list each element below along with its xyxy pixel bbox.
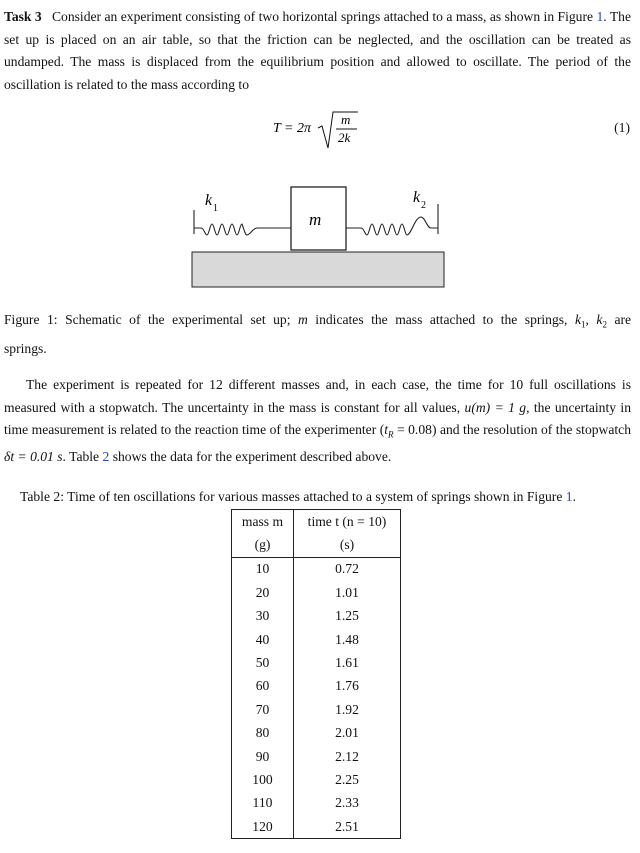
table-ref-link[interactable]: 2: [102, 449, 110, 465]
caption-k2: k: [596, 312, 603, 327]
caption-label: Figure 1:: [4, 312, 58, 327]
mass-cell: 80: [232, 722, 294, 745]
table-row: [232, 722, 401, 745]
k2-subscript: 2: [421, 200, 426, 211]
time-cell: 2.33: [294, 792, 401, 815]
para2-tr: t: [384, 422, 389, 437]
table-caption-end: .: [572, 489, 576, 504]
mass-cell: 110: [232, 792, 294, 815]
spring-k1: [194, 210, 291, 235]
equation-lhs: T = 2π: [273, 121, 311, 136]
time-cell: 2.51: [294, 815, 401, 839]
figure-ref-link[interactable]: 1: [596, 9, 604, 24]
caption-text-c: are springs.: [4, 312, 632, 356]
table-caption-text: Table 2: Time of ten oscillations for various masses attached to a system of springs shown in Figure: [20, 489, 563, 504]
table-caption: [20, 487, 576, 507]
col1-header: mass m: [232, 510, 294, 534]
k2-label: k: [413, 189, 421, 206]
table-row: [232, 698, 401, 721]
mass-cell: 70: [232, 698, 294, 721]
task-paragraph: [4, 6, 631, 96]
para2-b: , the uncertainty in time measurement is related to the reaction time of the experimenter (: [4, 399, 631, 437]
table-row: [232, 745, 401, 768]
mass-cell: 60: [232, 675, 294, 698]
col1-unit: (g): [232, 533, 294, 557]
table-row: [232, 675, 401, 698]
table-row: [232, 605, 401, 628]
mass-cell: 40: [232, 628, 294, 651]
data-table: [231, 509, 401, 839]
mass-cell: 50: [232, 651, 294, 674]
table-row: [232, 768, 401, 791]
para2-d: . Table: [62, 449, 100, 465]
mass-cell: 10: [232, 557, 294, 581]
caption-text-a: Schematic of the experimental set up;: [65, 312, 291, 327]
col2-header: time t (n = 10): [294, 510, 401, 534]
time-cell: 2.25: [294, 768, 401, 791]
col2-unit: (s): [294, 533, 401, 557]
caption-k2-sub: 2: [602, 319, 607, 330]
caption-m: m: [297, 312, 308, 327]
period-equation: [0, 108, 640, 154]
table-row: [232, 651, 401, 674]
para2-e: shows the data for the experiment described above.: [112, 449, 392, 465]
k1-label: k: [205, 192, 213, 209]
spring-mass-schematic: [185, 172, 450, 294]
table-row: [232, 628, 401, 651]
time-cell: 1.92: [294, 698, 401, 721]
table-row: [232, 815, 401, 839]
time-cell: 0.72: [294, 557, 401, 581]
mass-cell: 20: [232, 581, 294, 604]
equation-numerator: m: [341, 112, 351, 127]
table-caption-fig-link[interactable]: 1: [565, 489, 573, 504]
figure-caption: Figure 1: Schematic of the experimental set up; m indicates the mass attached to the springs, $k_1$, $k_2$ are springs.: [4, 312, 632, 356]
para2-dt: δt = 0.01 s: [4, 449, 63, 465]
time-cell: 1.25: [294, 605, 401, 628]
caption-k1: k: [574, 312, 582, 327]
time-cell: 1.01: [294, 581, 401, 604]
time-cell: 2.12: [294, 745, 401, 768]
para2-tr-val: = 0.08: [393, 422, 432, 437]
task-label: Task 3: [4, 9, 42, 24]
time-cell: 1.76: [294, 675, 401, 698]
para2-tr-sub: R: [388, 429, 394, 440]
equation-number: (1): [614, 120, 630, 135]
para2-um: u(m) = 1 g: [464, 399, 527, 415]
mass-cell: 120: [232, 815, 294, 839]
air-table: [192, 252, 444, 287]
time-cell: 1.48: [294, 628, 401, 651]
mass-cell: 30: [232, 605, 294, 628]
para2-c: ) and the resolution of the stopwatch: [431, 422, 631, 437]
mass-cell: 100: [232, 768, 294, 791]
caption-k1-sub: 1: [581, 319, 586, 330]
table-row: [232, 557, 401, 581]
equation-denominator: 2k: [338, 130, 351, 145]
table-row: [232, 581, 401, 604]
mass-cell: 90: [232, 745, 294, 768]
task-rest: . The set up is placed on an air table, so that the friction can be neglected, and the oscillation can be treated as undamped. The mass is displaced from the equilibrium position and allowed to oscillate. The period of the oscillation is related to the mass according to: [4, 9, 631, 92]
experiment-paragraph: [4, 374, 631, 469]
mass-label: m: [309, 210, 322, 229]
time-cell: 1.61: [294, 651, 401, 674]
k1-subscript: 1: [213, 203, 218, 214]
task-intro: Consider an experiment consisting of two horizontal springs attached to a mass, as shown in Figure: [51, 9, 594, 24]
caption-text-b: indicates the mass attached to the springs,: [315, 312, 568, 327]
time-cell: 2.01: [294, 722, 401, 745]
table-row: [232, 792, 401, 815]
para2-a: The experiment is repeated for 12 different masses and, in each case, the time for 10 full oscillations is measured with a stopwatch. The uncertainty in the mass is constant for all values,: [4, 377, 631, 415]
